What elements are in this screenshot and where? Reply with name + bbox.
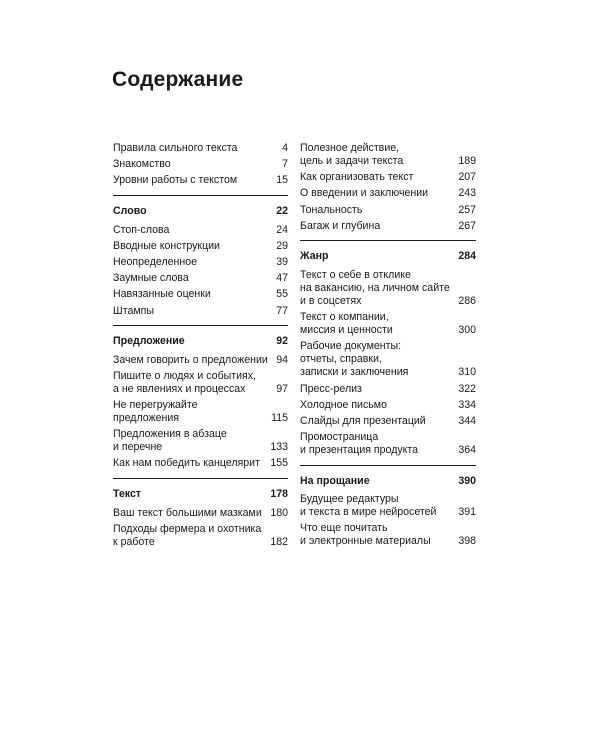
toc-column-right <box>300 142 476 550</box>
toc-entry-page: 4 <box>282 142 288 154</box>
toc-entry-label: Ваш текст большими мазками <box>113 506 262 519</box>
toc-entry-page: 39 <box>276 255 288 268</box>
toc-entry-label: Стоп-слова <box>113 223 170 236</box>
toc-entry[interactable] <box>113 157 288 173</box>
toc-entry-label: Зачем говорить о предложении <box>113 353 268 366</box>
toc-entry-label: Будущее редактуры и текста в мире нейросетей <box>300 493 437 519</box>
toc-entry[interactable] <box>113 352 288 368</box>
toc-entry-label: Рабочие документы: отчеты, справки, записки и заключения <box>300 340 409 379</box>
toc-entry-page: 310 <box>458 366 476 379</box>
toc-entry[interactable] <box>300 492 476 521</box>
toc-entry-page: 29 <box>276 239 288 252</box>
toc-section-title: На прощание <box>300 474 370 487</box>
toc-entry-page: 300 <box>458 324 476 337</box>
toc-entry-page: 97 <box>276 382 288 395</box>
toc-entry-label: Текст о себе в отклике на вакансию, на личном сайте и в соцсетях <box>300 268 450 307</box>
toc-entry-page: 115 <box>271 412 288 425</box>
toc-section-title: Жанр <box>300 250 329 263</box>
toc-entry[interactable] <box>113 521 288 550</box>
toc-entry-label: Как организовать текст <box>300 171 414 184</box>
toc-section-heading[interactable] <box>113 325 288 352</box>
toc-entry-label: Пишите о людях и событиях, а не явлениях и процессах <box>113 369 256 395</box>
toc-entry-label: Вводные конструкции <box>113 239 220 252</box>
toc-entry-page: 94 <box>276 353 288 366</box>
toc-entry-page: 133 <box>270 441 288 454</box>
toc-entry[interactable] <box>113 505 288 521</box>
toc-entry-label: Навязанные оценки <box>113 288 211 301</box>
toc-entry-page: 189 <box>458 155 476 167</box>
toc-entry[interactable] <box>300 339 476 381</box>
toc-entry-label: Знакомство <box>113 158 171 171</box>
toc-entry[interactable] <box>300 142 476 170</box>
toc-entry-label: Тональность <box>300 203 363 216</box>
toc-section-heading[interactable] <box>113 195 288 222</box>
toc-entry-page: 398 <box>458 535 476 548</box>
toc-entry-label: Багаж и глубина <box>300 219 381 232</box>
toc-entry-label: Текст о компании, миссия и ценности <box>300 311 393 337</box>
toc-entry-label: Что еще почитать и электронные материалы <box>300 522 431 548</box>
toc-section-title: Предложение <box>113 335 185 348</box>
toc-entry[interactable] <box>113 142 288 157</box>
toc-entry[interactable] <box>300 429 476 458</box>
toc-entry[interactable] <box>300 202 476 218</box>
toc-section-title: Текст <box>113 488 142 501</box>
toc-entry-label: Уровни работы с текстом <box>113 174 238 187</box>
toc-entry-label: Подходы фермера и охотника к работе <box>113 522 262 548</box>
toc-column-left <box>113 142 288 550</box>
toc-entry-page: 322 <box>458 382 476 395</box>
toc-entry[interactable] <box>300 521 476 550</box>
toc-entry-label: Пресс-релиз <box>300 382 362 395</box>
toc-entry-label: Как нам победить канцелярит <box>113 457 260 470</box>
page-title: Содержание <box>112 68 244 91</box>
toc-entry-page: 364 <box>458 444 476 457</box>
toc-entry[interactable] <box>113 397 288 426</box>
toc-entry[interactable] <box>113 271 288 287</box>
toc-entry[interactable] <box>300 267 476 309</box>
toc-entry[interactable] <box>113 427 288 456</box>
toc-section-page: 22 <box>276 204 288 217</box>
toc-section-page: 284 <box>458 250 476 263</box>
toc-entry-page: 257 <box>458 203 476 216</box>
toc-entry-label: Правила сильного текста <box>113 142 238 154</box>
toc-section-heading[interactable] <box>113 478 288 505</box>
toc-entry-page: 47 <box>276 272 288 285</box>
toc-entry[interactable] <box>113 456 288 472</box>
toc-section-page: 178 <box>270 488 288 501</box>
toc-entry-page: 180 <box>270 506 288 519</box>
toc-section-title: Слово <box>113 204 147 217</box>
toc-entry[interactable] <box>300 397 476 413</box>
toc-entry-page: 286 <box>458 294 476 307</box>
toc-entry-page: 182 <box>270 535 288 548</box>
toc-section-page: 92 <box>276 335 288 348</box>
toc-entry[interactable] <box>113 254 288 270</box>
toc-entry-page: 15 <box>276 174 288 187</box>
toc-entry-page: 344 <box>458 414 476 427</box>
toc-entry-page: 391 <box>458 506 476 519</box>
toc-entry[interactable] <box>300 413 476 429</box>
toc-entry[interactable] <box>300 310 476 339</box>
toc-entry[interactable] <box>113 303 288 319</box>
toc-section-heading[interactable] <box>300 240 476 267</box>
toc-entry-label: Полезное действие, цель и задачи текста <box>300 142 404 167</box>
toc-entry-label: Слайды для презентаций <box>300 414 426 427</box>
toc-entry-label: Холодное письмо <box>300 398 387 411</box>
toc-entry-page: 7 <box>282 158 288 171</box>
toc-entry-label: Не перегружайте предложения <box>113 399 198 425</box>
toc-entry[interactable] <box>113 173 288 189</box>
toc-entry[interactable] <box>300 170 476 186</box>
toc-entry-label: Штампы <box>113 304 154 317</box>
toc-entry-page: 24 <box>276 223 288 236</box>
toc-entry-page: 334 <box>458 398 476 411</box>
toc-entry-label: Предложения в абзаце и перечне <box>113 428 227 454</box>
toc-entry[interactable] <box>113 238 288 254</box>
toc-entry[interactable] <box>113 368 288 397</box>
toc-section-page: 390 <box>458 474 476 487</box>
toc-entry[interactable] <box>113 222 288 238</box>
toc-entry-label: Промостраница и презентация продукта <box>300 431 419 457</box>
toc-entry-page: 207 <box>458 171 476 184</box>
toc-entry[interactable] <box>300 186 476 202</box>
toc-entry-page: 77 <box>276 304 288 317</box>
toc-entry-page: 55 <box>276 288 288 301</box>
toc-entry[interactable] <box>300 381 476 397</box>
toc-entry[interactable] <box>300 218 476 234</box>
toc-entry-page: 155 <box>270 457 288 470</box>
toc-section-heading[interactable] <box>300 465 476 492</box>
toc-entry-page: 243 <box>458 187 476 200</box>
toc-entry-page: 267 <box>458 219 476 232</box>
toc-entry-label: О введении и заключении <box>300 187 429 200</box>
toc-entry-label: Заумные слова <box>113 272 189 285</box>
toc-entry-label: Неопределенное <box>113 255 197 268</box>
toc-entry[interactable] <box>113 287 288 303</box>
